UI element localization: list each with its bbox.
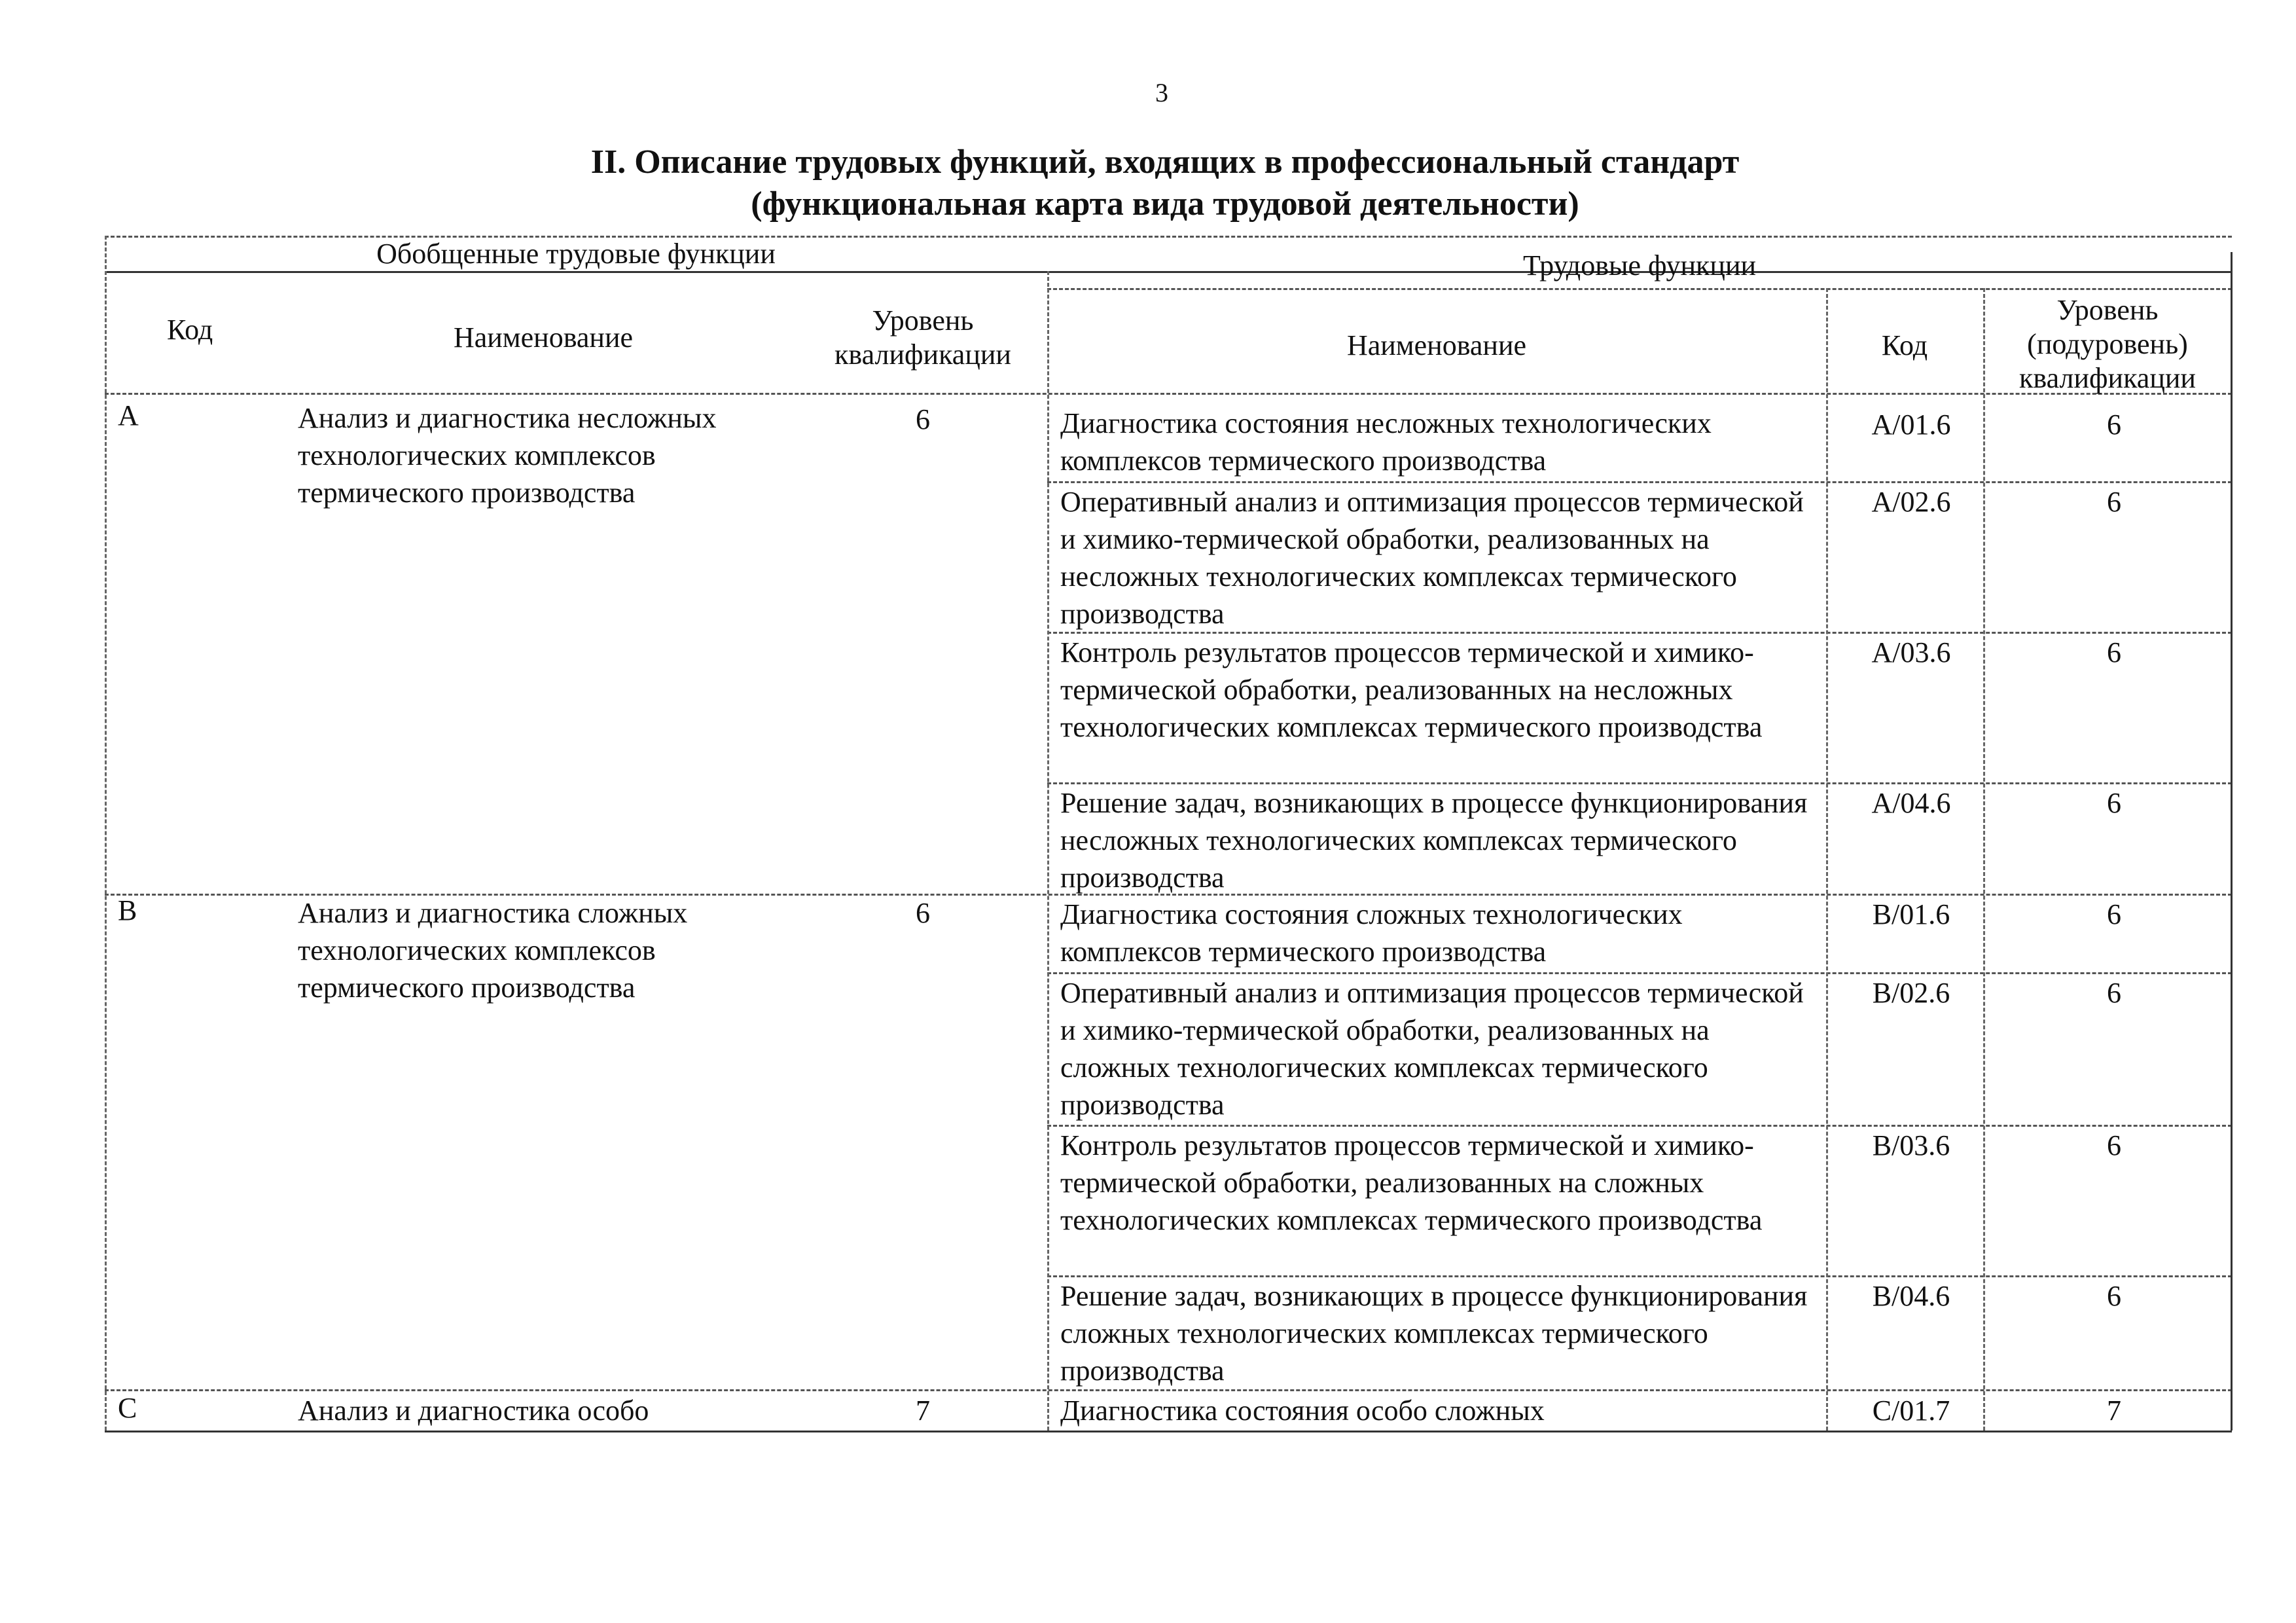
tf-code: A/04.6: [1871, 787, 1951, 819]
tf-level: 6: [2107, 898, 2121, 930]
tf-name: Решение задач, возникающих в процессе функционирования сложных технологических комплексах термического производства: [1060, 1280, 1808, 1387]
tf-name: Оперативный анализ и оптимизация процессов термической и химико-термической обработки, реализованных на сложных технологических комплексах термического производства: [1060, 977, 1804, 1121]
tf-level: 6: [2107, 486, 2121, 518]
header-generalized-functions: Обобщенные трудовые функции: [376, 238, 776, 270]
gf-code: C: [118, 1392, 137, 1424]
tf-code: A/01.6: [1871, 409, 1951, 441]
header-gf-code: Код: [167, 314, 213, 346]
tf-code: B/02.6: [1872, 977, 1950, 1009]
gf-level: 6: [916, 897, 930, 929]
tf-code: A/02.6: [1871, 486, 1951, 518]
header-gf-name: Наименование: [453, 321, 634, 354]
tf-code: B/03.6: [1872, 1129, 1950, 1161]
tf-name: Диагностика состояния сложных технологических комплексов термического производства: [1060, 898, 1683, 968]
tf-level: 6: [2107, 787, 2121, 819]
page-title-line-2: (функциональная карта вида трудовой деятельности): [751, 185, 1579, 223]
gf-name: Анализ и диагностика особо: [298, 1395, 649, 1427]
tf-name: Контроль результатов процессов термической и химико-термической обработки, реализованных на сложных технологических комплексах термического производства: [1060, 1129, 1763, 1236]
gf-code: A: [118, 399, 139, 431]
tf-name: Оперативный анализ и оптимизация процессов термической и химико-термической обработки, реализованных на несложных технологических комплексах термического производства: [1060, 486, 1804, 630]
tf-name: Контроль результатов процессов термической и химико-термической обработки, реализованных на несложных технологических комплексах термического производства: [1060, 636, 1763, 743]
tf-code: B/01.6: [1872, 898, 1950, 930]
page-title: [0, 141, 2296, 225]
header-gf-level: Уровень квалификации: [834, 304, 1011, 371]
tf-code: B/04.6: [1872, 1280, 1950, 1312]
page-title-line-1: II. Описание трудовых функций, входящих в профессиональный стандарт: [590, 143, 1740, 181]
tf-level: 6: [2107, 1280, 2121, 1312]
tf-code: C/01.7: [1872, 1395, 1950, 1427]
page-number: 3: [1155, 78, 1168, 107]
tf-name: Диагностика состояния особо сложных: [1060, 1395, 1545, 1427]
tf-code: A/03.6: [1871, 636, 1951, 668]
tf-level: 7: [2107, 1395, 2121, 1427]
header-tf-level: Уровень (подуровень) квалификации: [2019, 294, 2196, 394]
header-tf-code: Код: [1881, 329, 1928, 361]
header-tf-name: Наименование: [1346, 329, 1527, 361]
tf-name: Диагностика состояния несложных технологических комплексов термического производства: [1060, 407, 1712, 477]
tf-level: 6: [2107, 636, 2121, 668]
gf-name: Анализ и диагностика несложных технологических комплексов термического производства: [298, 402, 717, 509]
header-labor-functions: Трудовые функции: [1522, 249, 1757, 282]
gf-level: 6: [916, 403, 930, 435]
gf-name: Анализ и диагностика сложных технологических комплексов термического производства: [298, 897, 688, 1004]
tf-level: 6: [2107, 977, 2121, 1009]
gf-level: 7: [916, 1395, 930, 1427]
tf-name: Решение задач, возникающих в процессе функционирования несложных технологических комплексах термического производства: [1060, 787, 1808, 894]
tf-level: 6: [2107, 1129, 2121, 1161]
tf-level: 6: [2107, 409, 2121, 441]
gf-code: B: [118, 894, 137, 926]
